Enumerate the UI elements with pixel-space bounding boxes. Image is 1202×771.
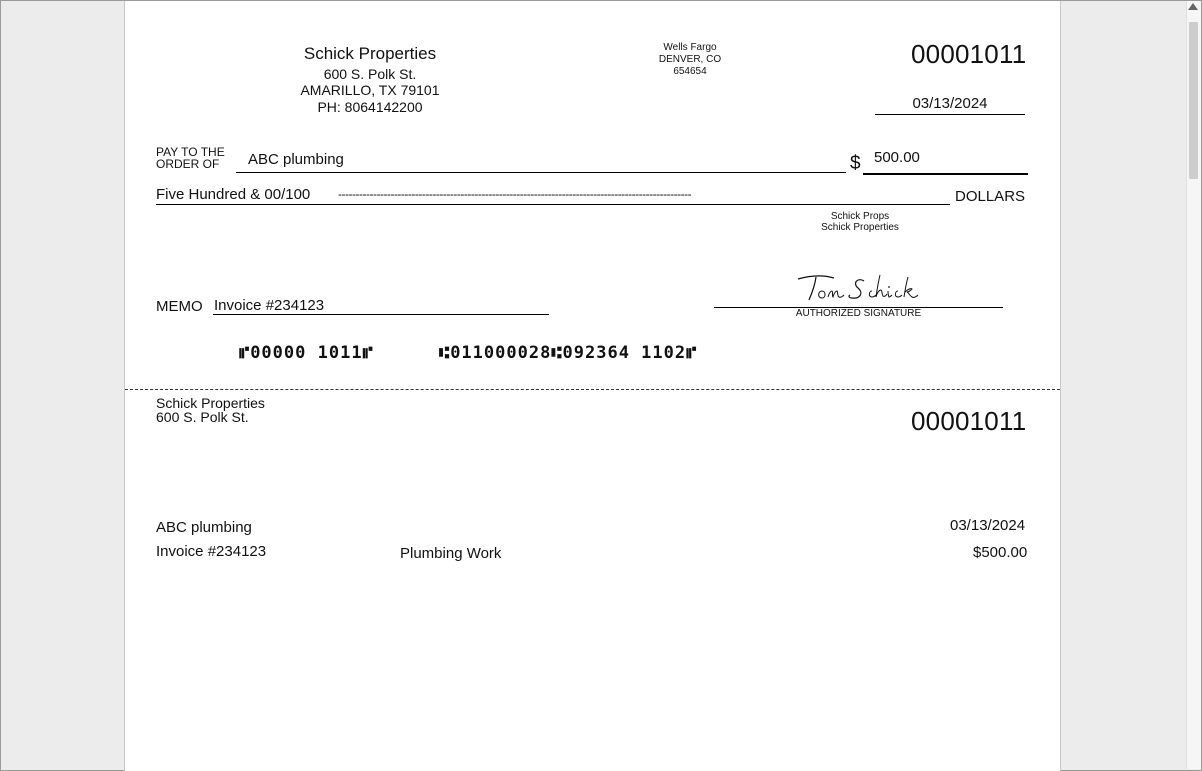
stub-description: Plumbing Work — [400, 545, 502, 562]
stub-amount: $500.00 — [973, 544, 1028, 561]
check-page — [124, 1, 1061, 771]
bank-name: Wells Fargo — [663, 42, 717, 53]
scroll-up-arrow-icon[interactable] — [1188, 3, 1198, 10]
stub-check-number: 00001011 — [911, 406, 1027, 436]
amount-words-fill: ----------------------------------------------------------------------------------------------------- — [338, 187, 692, 201]
bank-code: 654654 — [673, 66, 707, 77]
company-address-line1: 600 S. Polk St. — [323, 66, 417, 82]
company-name: Schick Properties — [303, 44, 437, 63]
signature-image — [790, 269, 925, 307]
signature-label: AUTHORIZED SIGNATURE — [795, 308, 922, 319]
pay-to-label-line1: PAY TO THE — [156, 145, 225, 159]
micr-routing-account: ⑆011000028⑆092364 1102⑈ — [439, 343, 698, 363]
stub-date: 03/13/2024 — [950, 517, 1026, 534]
account-name-full: Schick Properties — [821, 222, 899, 233]
amount-numeric: 500.00 — [874, 149, 920, 166]
payee-name: ABC plumbing — [248, 151, 344, 168]
dollars-label: DOLLARS — [955, 188, 1026, 205]
perforation-line — [125, 389, 1060, 390]
micr-check-number: ⑈00000 1011⑈ — [239, 343, 374, 363]
dollar-sign: $ — [850, 153, 861, 174]
stub-company-name: Schick Properties — [156, 395, 265, 411]
amount-words-line — [156, 204, 950, 205]
check-date: 03/13/2024 — [875, 95, 1025, 115]
check-number: 00001011 — [911, 39, 1027, 69]
amount-words: Five Hundred & 00/100 — [156, 186, 311, 203]
company-phone: PH: 8064142200 — [317, 99, 423, 115]
memo-label: MEMO — [156, 298, 203, 315]
account-name-short: Schick Props — [830, 211, 890, 222]
stub-company-address: 600 S. Polk St. — [156, 409, 249, 425]
bank-city: DENVER, CO — [658, 54, 722, 65]
scrollbar-thumb[interactable] — [1189, 22, 1198, 179]
stub-memo: Invoice #234123 — [156, 543, 267, 560]
pay-to-label-line2: ORDER OF — [156, 157, 220, 171]
stub-payee: ABC plumbing — [156, 519, 252, 536]
company-address-line2: AMARILLO, TX 79101 — [300, 82, 440, 98]
memo-text: Invoice #234123 — [214, 297, 325, 314]
pay-to-label — [156, 146, 225, 170]
